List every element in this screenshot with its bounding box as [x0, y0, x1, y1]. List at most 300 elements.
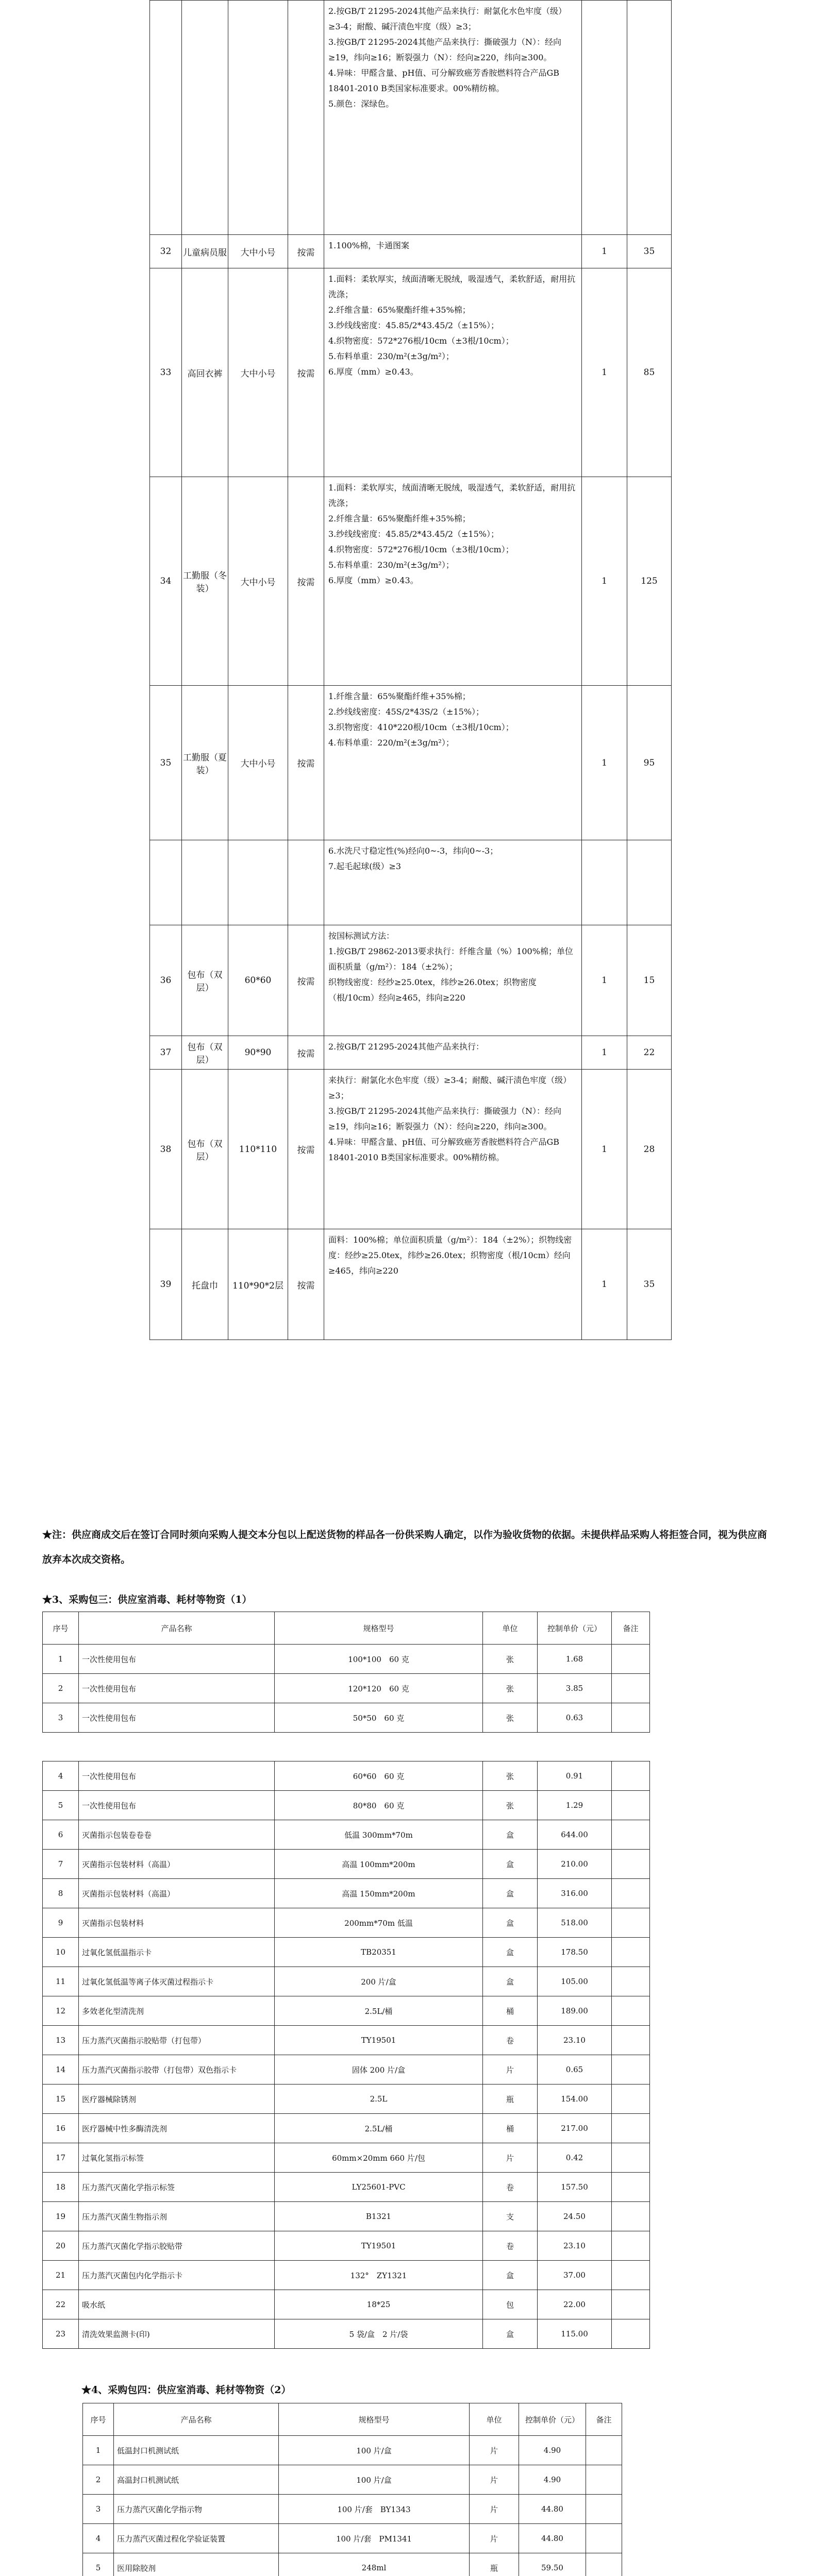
cell-spec: 100*100 60 克: [275, 1645, 483, 1674]
cell-price: 37.00: [538, 2261, 612, 2290]
cell-spec: 100 片/套 BY1343: [279, 2495, 470, 2524]
cell-spec: 50*50 60 克: [275, 1703, 483, 1733]
linen-cell-qty: 1: [582, 1036, 627, 1070]
cell-price: 178.50: [538, 1938, 612, 1967]
linen-cell-no: 38: [150, 1070, 182, 1229]
cell-unit: 支: [483, 2202, 538, 2231]
table-row: [43, 1645, 650, 1674]
cell-remark: [612, 2290, 650, 2319]
cell-spec: 80*80 60 克: [275, 1791, 483, 1820]
table-row: [43, 2055, 650, 2084]
linen-cell-method: 按需: [288, 1229, 324, 1340]
cell-remark: [612, 2173, 650, 2202]
header-name: 产品名称: [79, 1612, 275, 1645]
linen-cell-method: 按需: [288, 235, 324, 268]
cell-remark: [612, 2231, 650, 2261]
linen-cell-method: 按需: [288, 1036, 324, 1070]
cell-price: 316.00: [538, 1879, 612, 1908]
cell-price: 24.50: [538, 2202, 612, 2231]
cell-remark: [586, 2524, 622, 2553]
cell-spec: 60*60 60 克: [275, 1761, 483, 1791]
linen-cell-spec: 6.水洗尺寸稳定性(%)经向0~-3，纬向0~-3； 7.起毛起球(级）≥3: [324, 840, 582, 925]
linen-cell-no: 36: [150, 925, 182, 1036]
cell-unit: 片: [483, 2055, 538, 2084]
cell-name: 灭菌指示包装材料（高温）: [79, 1879, 275, 1908]
cell-price: 23.10: [538, 2026, 612, 2055]
linen-cell-name: 儿童病员服: [182, 235, 228, 268]
linen-cell-qty: 1: [582, 925, 627, 1036]
cell-unit: 片: [470, 2436, 519, 2465]
cell-spec: 100 片/盒: [279, 2465, 470, 2495]
cell-unit: 盒: [483, 1820, 538, 1850]
cell-spec: 200mm*70m 低温: [275, 1908, 483, 1938]
header-remark: 备注: [612, 1612, 650, 1645]
linen-cell-spec: 1.纤维含量：65%聚酯纤维+35%棉； 2.纱线线密度：45S/2*43S/2（±15%）； 3.织物密度：410*220根/10cm（±3根/10cm）； 4.布料单重：220/m²(±3g/m²）；: [324, 686, 582, 840]
linen-cell-spec: 1.100%棉，卡通图案: [324, 235, 582, 268]
cell-remark: [612, 2143, 650, 2173]
cell-remark: [612, 2084, 650, 2114]
cell-unit: 盒: [483, 2261, 538, 2290]
cell-price: 0.91: [538, 1761, 612, 1791]
cell-unit: 张: [483, 1674, 538, 1703]
cell-remark: [586, 2495, 622, 2524]
linen-cell-name: [182, 840, 228, 925]
header-price: 控制单价（元）: [519, 2403, 586, 2436]
cell-name: 压力蒸汽灭菌化学指示标签: [79, 2173, 275, 2202]
cell-price: 59.50: [519, 2553, 586, 2576]
table-row: [83, 2524, 622, 2553]
linen-row: [150, 1, 672, 235]
cell-unit: 瓶: [470, 2553, 519, 2576]
linen-cell-no: 39: [150, 1229, 182, 1340]
cell-spec: TY19501: [275, 2231, 483, 2261]
cell-name: 一次性使用包布: [79, 1674, 275, 1703]
cell-no: 3: [83, 2495, 114, 2524]
linen-cell-spec: 面料：100%棉；单位面积质量（g/m²）：184（±2%）；织物线密度：经纱≥25.0tex，纬纱≥26.0tex；织物密度（根/10cm）经向≥465，纬向≥220: [324, 1229, 582, 1340]
cell-spec: 100 片/套 PM1341: [279, 2524, 470, 2553]
cell-name: 一次性使用包布: [79, 1645, 275, 1674]
table-row: [43, 2026, 650, 2055]
linen-cell-no: [150, 1, 182, 235]
linen-cell-qty: [582, 840, 627, 925]
cell-remark: [612, 2114, 650, 2143]
header-spec: 规格型号: [279, 2403, 470, 2436]
cell-price: 644.00: [538, 1820, 612, 1850]
cell-no: 22: [43, 2290, 79, 2319]
cell-spec: 固体 200 片/盒: [275, 2055, 483, 2084]
cell-name: 压力蒸汽灭菌化学指示物: [114, 2495, 279, 2524]
cell-unit: 张: [483, 1761, 538, 1791]
cell-name: 灭菌指示包装卷卷卷: [79, 1820, 275, 1850]
cell-name: 灭菌指示包装材料（高温）: [79, 1850, 275, 1879]
cell-name: 一次性使用包布: [79, 1791, 275, 1820]
linen-cell-no: 34: [150, 477, 182, 686]
linen-row: [150, 1070, 672, 1229]
cell-name: 清洗效果监测卡(印): [79, 2319, 275, 2349]
cell-unit: 盒: [483, 1850, 538, 1879]
linen-cell-price: [627, 1, 672, 235]
cell-no: 23: [43, 2319, 79, 2349]
cell-name: 吸水纸: [79, 2290, 275, 2319]
linen-cell-name: 工勤服（冬装）: [182, 477, 228, 686]
cell-spec: 2.5L/桶: [275, 2114, 483, 2143]
cell-price: 189.00: [538, 1996, 612, 2026]
linen-cell-size: 大中小号: [228, 235, 288, 268]
cell-remark: [586, 2553, 622, 2576]
linen-cell-price: 85: [627, 268, 672, 477]
linen-cell-name: 包布（双层）: [182, 1036, 228, 1070]
cell-name: 压力蒸汽灭菌包内化学指示卡: [79, 2261, 275, 2290]
table-row: [83, 2436, 622, 2465]
cell-unit: 桶: [483, 2114, 538, 2143]
cell-unit: 盒: [483, 1908, 538, 1938]
linen-cell-price: 35: [627, 1229, 672, 1340]
section4-table-block: [82, 2403, 622, 2576]
linen-cell-size: 大中小号: [228, 268, 288, 477]
linen-cell-qty: 1: [582, 268, 627, 477]
linen-row: [150, 1229, 672, 1340]
cell-remark: [612, 1820, 650, 1850]
table-row: [43, 1967, 650, 1996]
header-no: 序号: [43, 1612, 79, 1645]
cell-remark: [612, 1850, 650, 1879]
cell-unit: 卷: [483, 2026, 538, 2055]
linen-cell-spec: 来执行：耐氯化水色牢度（级）≥3-4；耐酸、碱汗渍色牢度（级）≥3； 3.按GB/T 21295-2024其他产品来执行：撕破强力（N）：经向≥19，纬向≥16；断裂强力（N）：经向≥220，纬向≥300。 4.异味：甲醛含量、pH值、可分解致癌芳香胺燃料符合产品GB 18401-2010 B类国家标准要求。00%精纺棉。: [324, 1070, 582, 1229]
cell-remark: [612, 1761, 650, 1791]
linen-cell-size: 大中小号: [228, 686, 288, 840]
cell-no: 5: [43, 1791, 79, 1820]
cell-remark: [612, 2055, 650, 2084]
linen-cell-size: 大中小号: [228, 477, 288, 686]
linen-cell-spec: 1.面料：柔软厚实，绒面清晰无脱绒，吸湿透气，柔软舒适，耐用抗洗涤； 2.纤维含量：65%聚酯纤维+35%棉； 3.纱线线密度：45.85/2*43.45/2（±15%）； 4.织物密度：572*276根/10cm（±3根/10cm）； 5.布料单重：230/m²(±3g/m²）； 6.厚度（mm）≥0.43。: [324, 477, 582, 686]
linen-cell-price: [627, 840, 672, 925]
cell-unit: 瓶: [483, 2084, 538, 2114]
linen-cell-price: 15: [627, 925, 672, 1036]
cell-name: 一次性使用包布: [79, 1761, 275, 1791]
cell-spec: 低温 300mm*70m: [275, 1820, 483, 1850]
section4-title: ★4、采购包四：供应室消毒、耗材等物资（2）: [81, 2384, 291, 2396]
cell-no: 2: [43, 1674, 79, 1703]
cell-price: 44.80: [519, 2524, 586, 2553]
cell-no: 14: [43, 2055, 79, 2084]
table-header-row: [83, 2403, 622, 2436]
table-row: [43, 2143, 650, 2173]
linen-row: [150, 925, 672, 1036]
cell-name: 过氧化氢低温等离子体灭菌过程指示卡: [79, 1967, 275, 1996]
cell-remark: [612, 1938, 650, 1967]
section4-table: [82, 2403, 622, 2576]
linen-cell-no: 33: [150, 268, 182, 477]
linen-cell-spec: 1.面料：柔软厚实，绒面清晰无脱绒，吸湿透气，柔软舒适，耐用抗洗涤； 2.纤维含量：65%聚酯纤维+35%棉； 3.纱线线密度：45.85/2*43.45/2（±15%）； 4.织物密度：572*276根/10cm（±3根/10cm）； 5.布料单重：230/m²(±3g/m²）； 6.厚度（mm）≥0.43。: [324, 268, 582, 477]
cell-remark: [586, 2436, 622, 2465]
table-row: [43, 1879, 650, 1908]
table-row: [83, 2553, 622, 2576]
cell-spec: 60mm×20mm 660 片/包: [275, 2143, 483, 2173]
cell-remark: [612, 2319, 650, 2349]
cell-price: 1.68: [538, 1645, 612, 1674]
cell-no: 18: [43, 2173, 79, 2202]
linen-row: [150, 268, 672, 477]
linen-cell-method: 按需: [288, 925, 324, 1036]
cell-price: 44.80: [519, 2495, 586, 2524]
linen-table-block: [149, 0, 672, 1340]
cell-spec: 100 片/盒: [279, 2436, 470, 2465]
cell-price: 3.85: [538, 1674, 612, 1703]
cell-spec: 5 袋/盒 2 片/袋: [275, 2319, 483, 2349]
cell-name: 压力蒸汽灭菌生物指示剂: [79, 2202, 275, 2231]
table-row: [83, 2465, 622, 2495]
sample-notice: ★注：供应商成交后在签订合同时须向采购人提交本分包以上配送货物的样品各一份供采购人确定，以作为验收货物的依据。未提供样品采购人将拒签合同，视为供应商放弃本次成交资格。: [42, 1529, 767, 1565]
cell-name: 高温封口机测试纸: [114, 2465, 279, 2495]
table-row: [43, 2319, 650, 2349]
cell-spec: 132° ZY1321: [275, 2261, 483, 2290]
cell-no: 4: [83, 2524, 114, 2553]
header-price: 控制单价（元）: [538, 1612, 612, 1645]
linen-cell-method: 按需: [288, 268, 324, 477]
cell-name: 医疗器械除锈剂: [79, 2084, 275, 2114]
linen-cell-qty: 1: [582, 477, 627, 686]
cell-price: 1.29: [538, 1791, 612, 1820]
cell-remark: [612, 1908, 650, 1938]
cell-price: 210.00: [538, 1850, 612, 1879]
cell-price: 0.65: [538, 2055, 612, 2084]
linen-cell-name: 高回衣裤: [182, 268, 228, 477]
linen-row: [150, 1036, 672, 1070]
linen-cell-size: 90*90: [228, 1036, 288, 1070]
cell-unit: 片: [470, 2495, 519, 2524]
cell-unit: 桶: [483, 1996, 538, 2026]
table-row: [43, 1820, 650, 1850]
section3-title: ★3、采购包三：供应室消毒、耗材等物资（1）: [42, 1594, 252, 1605]
linen-cell-qty: 1: [582, 1070, 627, 1229]
cell-spec: 高温 150mm*200m: [275, 1879, 483, 1908]
table-row: [43, 1674, 650, 1703]
cell-no: 7: [43, 1850, 79, 1879]
cell-name: 医用除胶剂: [114, 2553, 279, 2576]
cell-remark: [612, 2261, 650, 2290]
cell-price: 0.42: [538, 2143, 612, 2173]
cell-remark: [612, 1879, 650, 1908]
cell-remark: [612, 1996, 650, 2026]
linen-cell-no: [150, 840, 182, 925]
cell-unit: 张: [483, 1791, 538, 1820]
linen-cell-name: 包布（双层）: [182, 925, 228, 1036]
cell-unit: 卷: [483, 2173, 538, 2202]
cell-name: 多效老化型清洗剂: [79, 1996, 275, 2026]
linen-cell-qty: 1: [582, 1229, 627, 1340]
linen-cell-qty: [582, 1, 627, 235]
cell-no: 6: [43, 1820, 79, 1850]
linen-cell-size: 110*110: [228, 1070, 288, 1229]
cell-remark: [586, 2465, 622, 2495]
table-row: [43, 1703, 650, 1733]
linen-cell-spec: 2.按GB/T 21295-2024其他产品来执行：耐氯化水色牢度（级）≥3-4；耐酸、碱汗渍色牢度（级）≥3； 3.按GB/T 21295-2024其他产品来执行：撕破强力（N）：经向≥19，纬向≥16；断裂强力（N）：经向≥220，纬向≥300。 4.异味：甲醛含量、pH值、可分解致癌芳香胺燃料符合产品GB 18401-2010 B类国家标准要求。00%精纺棉。 5.颜色：深绿色。: [324, 1, 582, 235]
cell-spec: 18*25: [275, 2290, 483, 2319]
cell-no: 8: [43, 1879, 79, 1908]
linen-cell-price: 35: [627, 235, 672, 268]
table-row: [43, 2114, 650, 2143]
cell-price: 22.00: [538, 2290, 612, 2319]
linen-cell-method: 按需: [288, 1070, 324, 1229]
linen-cell-name: 工勤服（夏装）: [182, 686, 228, 840]
table-row: [43, 2084, 650, 2114]
cell-remark: [612, 1674, 650, 1703]
linen-cell-spec: 按国标测试方法： 1.按GB/T 29862-2013要求执行：纤维含量（%）100%棉；单位面积质量（g/m²）：184（±2%）； 织物线密度：经纱≥25.0tex，纬纱≥26.0tex；织物密度（根/10cm）经向≥465，纬向≥220: [324, 925, 582, 1036]
linen-cell-size: 110*90*2层: [228, 1229, 288, 1340]
header-no: 序号: [83, 2403, 114, 2436]
cell-remark: [612, 1791, 650, 1820]
cell-no: 3: [43, 1703, 79, 1733]
linen-row: [150, 235, 672, 268]
cell-price: 154.00: [538, 2084, 612, 2114]
cell-spec: 2.5L/桶: [275, 1996, 483, 2026]
cell-price: 4.90: [519, 2436, 586, 2465]
cell-remark: [612, 1645, 650, 1674]
cell-price: 518.00: [538, 1908, 612, 1938]
cell-name: 过氧化氢低温指示卡: [79, 1938, 275, 1967]
cell-spec: LY25601-PVC: [275, 2173, 483, 2202]
cell-no: 16: [43, 2114, 79, 2143]
linen-cell-method: 按需: [288, 477, 324, 686]
table-row: [83, 2495, 622, 2524]
table-row: [43, 2202, 650, 2231]
cell-no: 10: [43, 1938, 79, 1967]
cell-unit: 片: [470, 2465, 519, 2495]
cell-spec: TB20351: [275, 1938, 483, 1967]
table-row: [43, 2173, 650, 2202]
linen-cell-spec: 2.按GB/T 21295-2024其他产品来执行：: [324, 1036, 582, 1070]
section3-table-a-block: [42, 1612, 650, 1733]
cell-unit: 张: [483, 1645, 538, 1674]
cell-unit: 片: [483, 2143, 538, 2173]
cell-no: 19: [43, 2202, 79, 2231]
cell-no: 11: [43, 1967, 79, 1996]
cell-name: 压力蒸汽灭菌指示胶贴带（打包带）: [79, 2026, 275, 2055]
cell-no: 15: [43, 2084, 79, 2114]
cell-spec: 200 片/盒: [275, 1967, 483, 1996]
cell-no: 1: [43, 1645, 79, 1674]
linen-cell-qty: 1: [582, 235, 627, 268]
table-row: [43, 1850, 650, 1879]
linen-cell-size: [228, 1, 288, 235]
cell-no: 2: [83, 2465, 114, 2495]
header-unit: 单位: [483, 1612, 538, 1645]
cell-name: 压力蒸汽灭菌过程化学验证装置: [114, 2524, 279, 2553]
cell-price: 115.00: [538, 2319, 612, 2349]
linen-cell-size: 60*60: [228, 925, 288, 1036]
cell-name: 灭菌指示包装材料: [79, 1908, 275, 1938]
linen-table: [149, 0, 672, 1340]
cell-unit: 张: [483, 1703, 538, 1733]
section3-table-a: [42, 1612, 650, 1733]
header-spec: 规格型号: [275, 1612, 483, 1645]
linen-cell-method: 按需: [288, 686, 324, 840]
table-row: [43, 1938, 650, 1967]
linen-cell-price: 28: [627, 1070, 672, 1229]
cell-unit: 片: [470, 2524, 519, 2553]
cell-name: 医疗器械中性多酶清洗剂: [79, 2114, 275, 2143]
cell-remark: [612, 1703, 650, 1733]
linen-cell-method: [288, 1, 324, 235]
cell-price: 157.50: [538, 2173, 612, 2202]
linen-cell-price: 95: [627, 686, 672, 840]
cell-spec: 高温 100mm*200m: [275, 1850, 483, 1879]
cell-no: 17: [43, 2143, 79, 2173]
cell-unit: 盒: [483, 1967, 538, 1996]
cell-spec: B1321: [275, 2202, 483, 2231]
cell-spec: TY19501: [275, 2026, 483, 2055]
table-row: [43, 2290, 650, 2319]
section3-table-b: [42, 1761, 650, 2349]
linen-row: [150, 686, 672, 840]
linen-cell-name: 托盘巾: [182, 1229, 228, 1340]
cell-remark: [612, 1967, 650, 1996]
cell-price: 105.00: [538, 1967, 612, 1996]
table-row: [43, 2261, 650, 2290]
linen-cell-name: [182, 1, 228, 235]
linen-row: [150, 840, 672, 925]
cell-spec: 120*120 60 克: [275, 1674, 483, 1703]
section3-table-b-block: [42, 1761, 650, 2349]
cell-price: 4.90: [519, 2465, 586, 2495]
linen-cell-size: [228, 840, 288, 925]
cell-unit: 包: [483, 2290, 538, 2319]
table-row: [43, 1791, 650, 1820]
linen-cell-name: 包布（双层）: [182, 1070, 228, 1229]
cell-name: 过氧化氢指示标签: [79, 2143, 275, 2173]
table-header-row: [43, 1612, 650, 1645]
table-row: [43, 2231, 650, 2261]
cell-unit: 卷: [483, 2231, 538, 2261]
cell-unit: 盒: [483, 2319, 538, 2349]
cell-spec: 2.5L: [275, 2084, 483, 2114]
linen-cell-no: 35: [150, 686, 182, 840]
table-row: [43, 1996, 650, 2026]
table-row: [43, 1761, 650, 1791]
cell-remark: [612, 2026, 650, 2055]
cell-price: 0.63: [538, 1703, 612, 1733]
cell-name: 低温封口机测试纸: [114, 2436, 279, 2465]
header-unit: 单位: [470, 2403, 519, 2436]
cell-price: 217.00: [538, 2114, 612, 2143]
linen-cell-no: 32: [150, 235, 182, 268]
cell-no: 4: [43, 1761, 79, 1791]
linen-cell-price: 22: [627, 1036, 672, 1070]
header-name: 产品名称: [114, 2403, 279, 2436]
cell-unit: 盒: [483, 1938, 538, 1967]
cell-price: 23.10: [538, 2231, 612, 2261]
header-remark: 备注: [586, 2403, 622, 2436]
cell-no: 21: [43, 2261, 79, 2290]
cell-no: 12: [43, 1996, 79, 2026]
cell-no: 1: [83, 2436, 114, 2465]
cell-no: 5: [83, 2553, 114, 2576]
cell-spec: 248ml: [279, 2553, 470, 2576]
linen-cell-no: 37: [150, 1036, 182, 1070]
cell-name: 压力蒸汽灭菌化学指示胶贴带: [79, 2231, 275, 2261]
linen-row: [150, 477, 672, 686]
cell-name: 压力蒸汽灭菌指示胶带（打包带）双色指示卡: [79, 2055, 275, 2084]
cell-no: 20: [43, 2231, 79, 2261]
cell-no: 9: [43, 1908, 79, 1938]
cell-no: 13: [43, 2026, 79, 2055]
linen-cell-method: [288, 840, 324, 925]
linen-cell-price: 125: [627, 477, 672, 686]
cell-unit: 盒: [483, 1879, 538, 1908]
cell-remark: [612, 2202, 650, 2231]
table-row: [43, 1908, 650, 1938]
linen-cell-qty: 1: [582, 686, 627, 840]
